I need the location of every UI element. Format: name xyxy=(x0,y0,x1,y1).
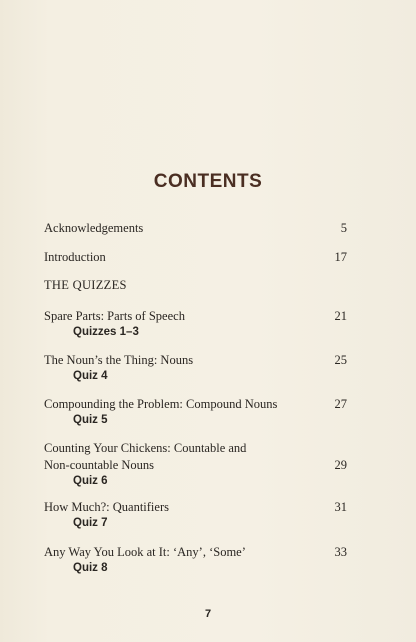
page-title: CONTENTS xyxy=(153,171,263,192)
toc-entry-quiz xyxy=(44,352,347,383)
toc-entry-title: Introduction xyxy=(44,250,106,264)
toc-page-number: 33 xyxy=(334,545,347,559)
toc-entry-introduction xyxy=(44,249,347,266)
toc-entry-quiz xyxy=(44,440,347,488)
toc-entry-title: Counting Your Chickens: Countable and Non-countable Nouns xyxy=(44,441,247,472)
toc-entry-title: Spare Parts: Parts of Speech xyxy=(44,309,185,323)
toc-entry-quiz xyxy=(44,396,347,427)
toc-quiz-label: Quiz 4 xyxy=(73,370,108,382)
toc-entry-title: Any Way You Look at It: ‘Any’, ‘Some’ xyxy=(44,545,246,559)
toc-entry-title: The Noun’s the Thing: Nouns xyxy=(44,353,194,367)
toc-entry-title: Acknowledgements xyxy=(44,221,144,235)
folio-page-number: 7 xyxy=(204,608,212,620)
toc-page-number: 25 xyxy=(334,353,347,367)
toc-page-number: 27 xyxy=(334,397,347,411)
toc-entry-title: Compounding the Problem: Compound Nouns xyxy=(44,397,278,411)
toc-page-number: 17 xyxy=(334,250,347,264)
toc-page-number: 31 xyxy=(334,500,347,514)
toc-entry-quiz xyxy=(44,544,347,575)
section-heading: THE QUIZZES xyxy=(44,278,127,292)
toc-quiz-label: Quiz 8 xyxy=(73,562,108,574)
toc-quiz-label: Quizzes 1–3 xyxy=(73,326,139,338)
toc-entry-quiz xyxy=(44,308,347,339)
toc-page-number: 21 xyxy=(334,309,347,323)
toc-page-number: 5 xyxy=(340,221,347,235)
toc-quiz-label: Quiz 5 xyxy=(73,414,108,426)
toc-entry-quiz xyxy=(44,499,347,530)
toc-quiz-label: Quiz 7 xyxy=(73,517,108,529)
toc-entry-title: How Much?: Quantifiers xyxy=(44,500,169,514)
toc-entry-acknowledgements xyxy=(44,220,347,237)
toc-quiz-label: Quiz 6 xyxy=(73,475,108,487)
toc-page-number: 29 xyxy=(334,458,347,472)
